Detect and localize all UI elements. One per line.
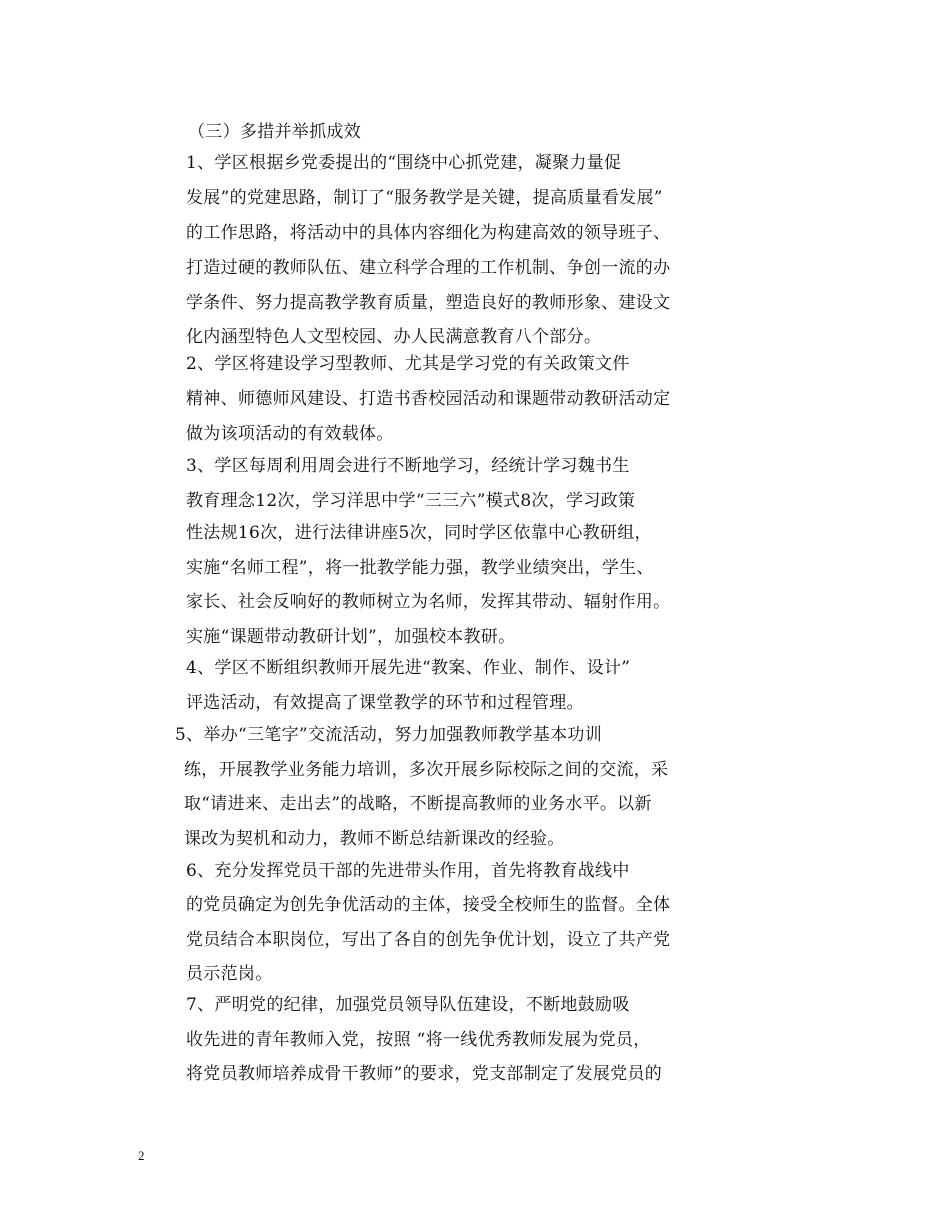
paragraph-line: 2、学区将建设学习型教师、尤其是学习党的有关政策文件 [186, 354, 630, 374]
paragraph-line: 的工作思路，将活动中的具体内容细化为构建高效的领导班子、 [186, 223, 671, 243]
paragraph-line: 实施“名师工程”，将一批教学能力强，教学业绩突出，学生、 [186, 558, 654, 578]
paragraph-line: 练，开展教学业务能力培训，多次开展乡际校际之间的交流，采 [184, 760, 669, 780]
paragraph-line: 性法规16次，进行法律讲座5次，同时学区依靠中心教研组， [186, 523, 652, 543]
section-heading: （三）多措并举抓成效 [188, 122, 361, 142]
paragraph-line: 教育理念12次，学习洋思中学“三三六”模式8次，学习政策 [186, 491, 636, 511]
paragraph-line: 的党员确定为创先争优活动的主体，接受全校师生的监督。全体 [186, 895, 671, 915]
paragraph-line: 7、严明党的纪律，加强党员领导队伍建设，不断地鼓励吸 [186, 995, 630, 1015]
paragraph-line: 1、学区根据乡党委提出的“围绕中心抓党建，凝聚力量促 [186, 153, 622, 173]
paragraph-line: 评选活动，有效提高了课堂教学的环节和过程管理。 [186, 693, 584, 713]
paragraph-line: 化内涵型特色人文型校园、办人民满意教育八个部分。 [186, 327, 602, 347]
paragraph-line: 收先进的青年教师入党，按照 “将一线优秀教师发展为党员， [186, 1030, 651, 1050]
paragraph-line: 做为该项活动的有效载体。 [186, 424, 394, 444]
paragraph-line: 课改为契机和动力，教师不断总结新课改的经验。 [184, 829, 565, 849]
paragraph-line: 将党员教师培养成骨干教师”的要求，党支部制定了发展党员的 [186, 1064, 663, 1084]
paragraph-line: 5、举办“三笔字”交流活动，努力加强教师教学基本功训 [175, 725, 602, 745]
paragraph-line: 3、学区每周利用周会进行不断地学习，经统计学习魏书生 [186, 456, 630, 476]
paragraph-line: 6、充分发挥党员干部的先进带头作用，首先将教育战线中 [186, 861, 630, 881]
paragraph-line: 员示范岗。 [186, 964, 273, 984]
paragraph-line: 取“请进来、走出去”的战略，不断提高教师的业务水平。以新 [184, 794, 652, 814]
paragraph-line: 打造过硬的教师队伍、建立科学合理的工作机制、争创一流的办 [186, 258, 671, 278]
paragraph-line: 精神、师德师风建设、打造书香校园活动和课题带动教研活动定 [186, 389, 671, 409]
page-number: 2 [138, 1148, 145, 1163]
paragraph-line: 党员结合本职岗位，写出了各自的创先争优计划，设立了共产党 [186, 930, 671, 950]
paragraph-line: 实施“课题带动教研计划”，加强校本教研。 [186, 627, 516, 647]
paragraph-line: 家长、社会反响好的教师树立为名师，发挥其带动、辐射作用。 [186, 592, 671, 612]
paragraph-line: 学条件、努力提高教学教育质量，塑造良好的教师形象、建设文 [186, 293, 671, 313]
paragraph-line: 4、学区不断组织教师开展先进“教案、作业、制作、设计” [186, 658, 631, 678]
paragraph-line: 发展”的党建思路，制订了“服务教学是关键，提高质量看发展” [186, 188, 663, 208]
